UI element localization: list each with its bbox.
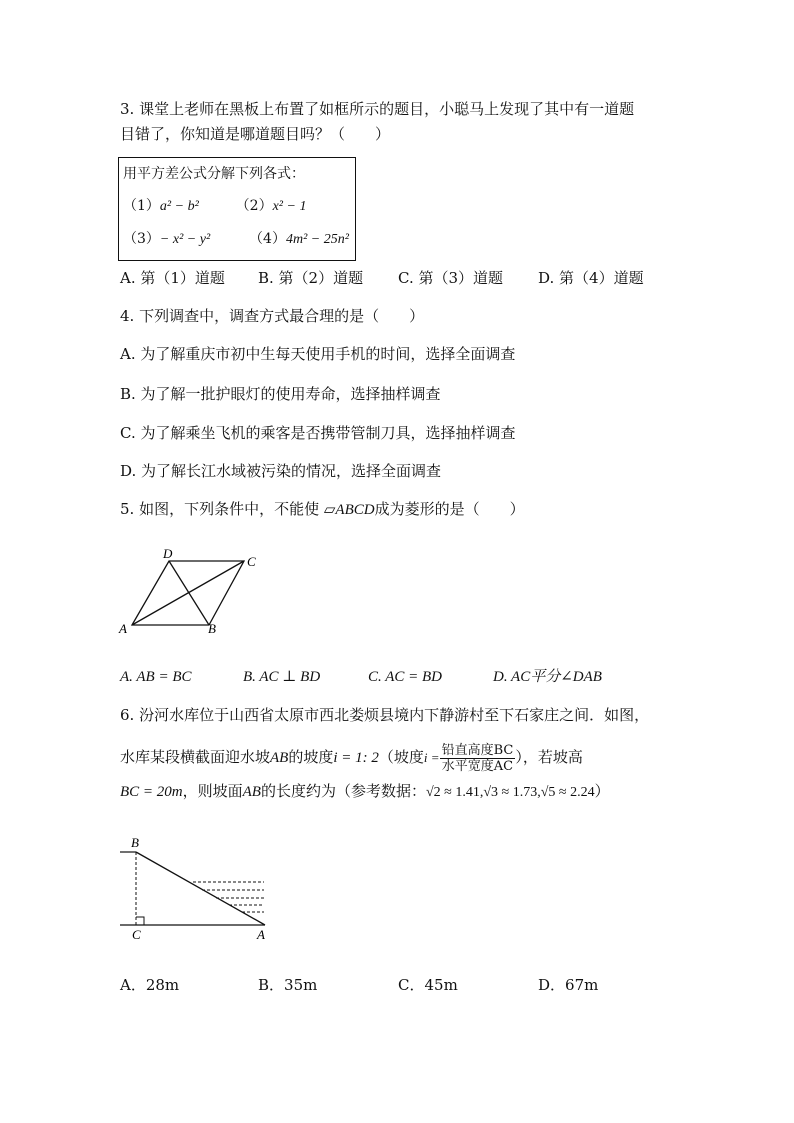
- q6-line2-suffix: ），若坡高: [515, 748, 583, 766]
- q6-line3: [120, 781, 610, 803]
- q5-stem-math: ▱ABCD: [323, 502, 375, 518]
- q6-option-a[interactable]: A．28m: [120, 976, 180, 994]
- q6-line1: 6. 汾河水库位于山西省太原市西北娄烦县境内下静游村至下石家庄之间．如图，: [120, 706, 650, 724]
- q6-line2-paren: （坡度: [378, 748, 424, 766]
- q4-option-a[interactable]: A. 为了解重庆市初中生每天使用手机的时间，选择全面调查: [120, 345, 516, 363]
- q3-option-b[interactable]: B. 第（2）道题: [258, 269, 364, 287]
- q6-line3-mid: ，则坡面: [182, 782, 243, 800]
- q6-option-b[interactable]: B．35m: [258, 976, 318, 994]
- q6-line3-close: ）: [594, 782, 610, 800]
- q3-item2-expr: x² − 1: [272, 199, 307, 214]
- q3-box-row1: [123, 195, 306, 215]
- slope-ab: [136, 852, 265, 925]
- q3-option-d[interactable]: D. 第（4）道题: [538, 269, 644, 287]
- q3-item1-expr: a² − b²: [159, 199, 199, 214]
- q6-line2-mid: 的坡度: [288, 748, 334, 766]
- q3-item4-label: （4）: [249, 231, 286, 247]
- q3-option-a[interactable]: A. 第（1）道题: [120, 269, 225, 287]
- q3-item1-label: （1）: [123, 198, 160, 214]
- q5-label-d: D: [163, 546, 173, 561]
- q3-item3-expr: − x² − y²: [159, 232, 211, 247]
- q4-option-d[interactable]: D. 为了解长江水域被污染的情况，选择全面调查: [120, 462, 442, 480]
- q3-box-row2: [123, 228, 349, 248]
- q6-line2: [120, 740, 583, 775]
- q6-option-c[interactable]: C．45m: [398, 976, 458, 994]
- q3-problem-box: [118, 157, 356, 261]
- q5-stem-prefix: 5. 如图，下列条件中，不能使: [120, 500, 320, 518]
- q6-dam-figure: [112, 832, 282, 947]
- q6-label-c: C: [132, 927, 141, 942]
- q4-option-c[interactable]: C. 为了解乘坐飞机的乘客是否携带管制刀具，选择抽样调查: [120, 424, 516, 442]
- q6-line3-bc: BC = 20m: [120, 784, 183, 800]
- q3-stem-line2: 目错了，你知道是哪道题目吗？（ ）: [120, 125, 391, 143]
- right-angle-mark: [136, 917, 144, 925]
- q5-option-d[interactable]: D. AC平分∠DAB: [493, 669, 602, 685]
- q5-option-c[interactable]: C. AC = BD: [368, 669, 443, 685]
- q6-line2-prefix: 水库某段横截面迎水坡: [120, 748, 271, 766]
- q6-line3-ref: √2 ≈ 1.41,√3 ≈ 1.73,√5 ≈ 2.24: [425, 785, 595, 800]
- q5-parallelogram-figure: [112, 545, 272, 640]
- q5-stem-suffix: 成为菱形的是（ ）: [374, 500, 525, 518]
- q3-option-c[interactable]: C. 第（3）道题: [398, 269, 504, 287]
- q4-option-b[interactable]: B. 为了解一批护眼灯的使用寿命，选择抽样调查: [120, 385, 441, 403]
- q6-frac-denominator: 水平宽度AC: [441, 758, 514, 774]
- q3-stem-line1: 3. 课堂上老师在黑板上布置了如框所示的题目，小聪马上发现了其中有一道题: [120, 100, 635, 118]
- q5-option-a[interactable]: A. AB = BC: [120, 669, 192, 685]
- q5-stem: [120, 499, 525, 520]
- q6-line2-ab: AB: [270, 750, 289, 766]
- q6-line2-ratio: i = 1: 2: [333, 750, 379, 766]
- q6-line2-i: i =: [423, 750, 440, 765]
- q6-label-b: B: [131, 835, 139, 850]
- q3-item4-expr: 4m² − 25n²: [285, 232, 349, 247]
- q5-label-c: C: [247, 554, 256, 569]
- q6-frac-numerator: 铅直高度BC: [441, 742, 514, 758]
- q5-label-b: B: [208, 621, 216, 636]
- diagonal-bd: [169, 561, 209, 625]
- q3-box-title: 用平方差公式分解下列各式：: [123, 166, 305, 182]
- q3-item2-label: （2）: [235, 198, 273, 214]
- q4-stem: 4. 下列调查中，调查方式最合理的是（ ）: [120, 307, 425, 325]
- q6-line3-suffix: 的长度约为（参考数据：: [260, 782, 426, 800]
- q6-slope-fraction: [440, 743, 516, 774]
- q6-option-d[interactable]: D．67m: [538, 976, 599, 994]
- q5-label-a: A: [119, 621, 127, 636]
- q6-label-a: A: [257, 927, 265, 942]
- q3-item3-label: （3）: [123, 231, 160, 247]
- q6-line3-ab: AB: [242, 784, 261, 800]
- q5-option-b[interactable]: B. AC ⊥ BD: [243, 669, 321, 685]
